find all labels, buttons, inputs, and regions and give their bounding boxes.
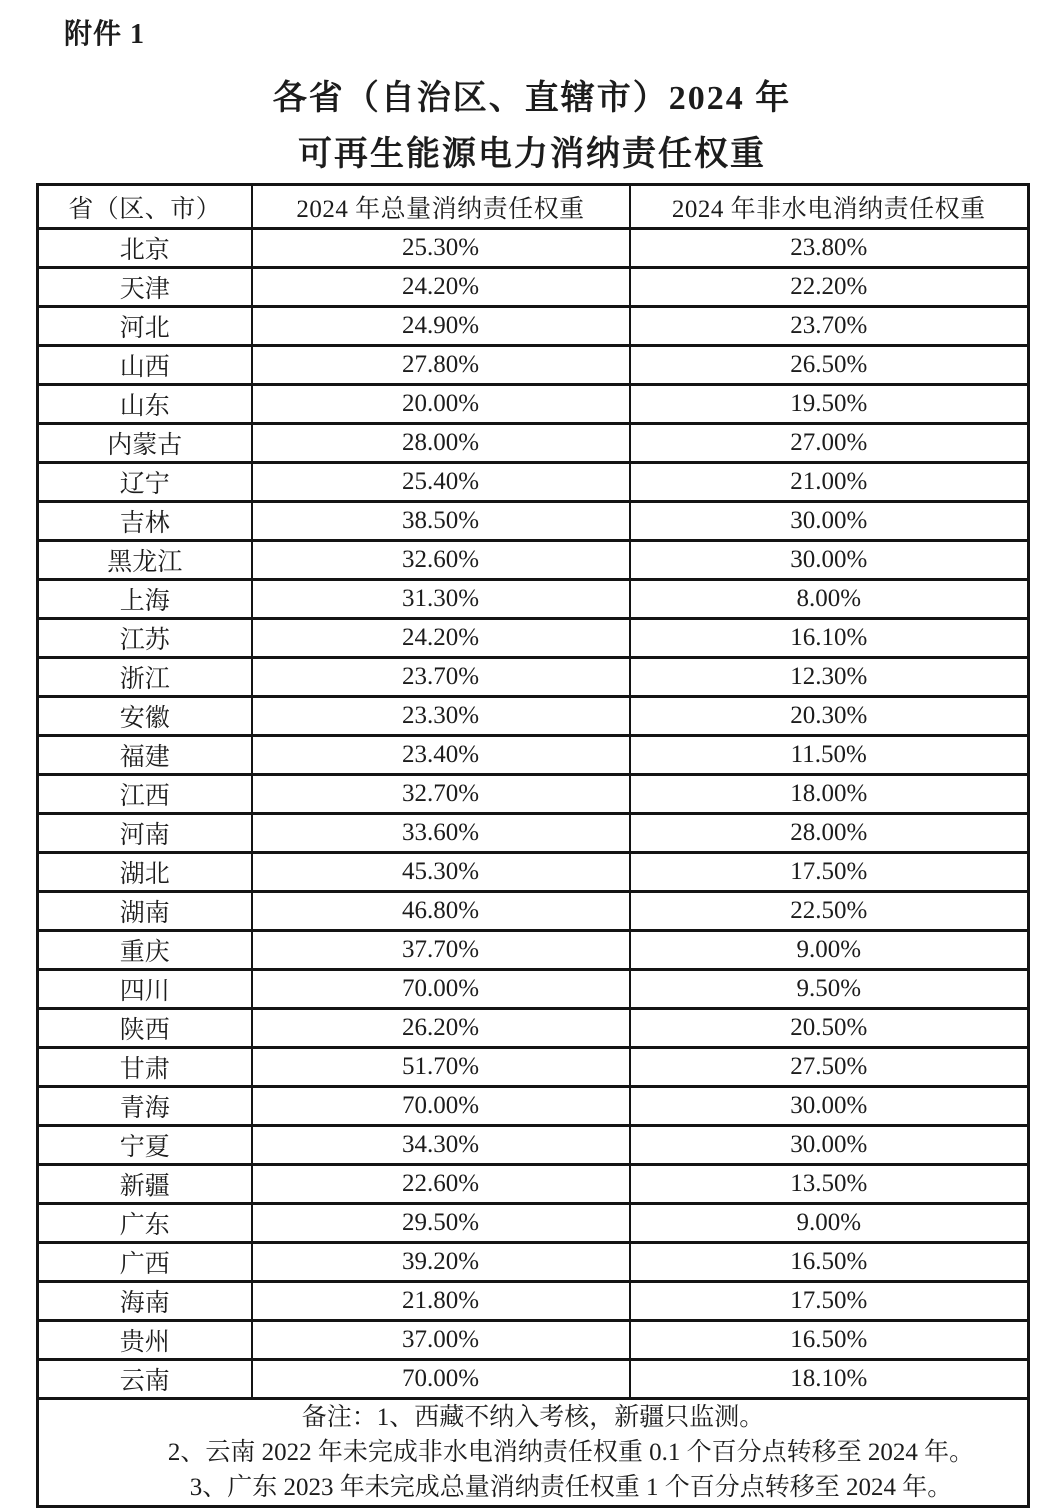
table-row xyxy=(38,463,1029,502)
total-weight-cell: 24.90% xyxy=(252,307,630,346)
province-cell: 北京 xyxy=(38,229,252,268)
province-cell: 甘肃 xyxy=(38,1048,252,1087)
total-weight-cell: 32.60% xyxy=(252,541,630,580)
nonhydro-weight-cell: 18.10% xyxy=(630,1360,1029,1399)
nonhydro-weight-cell: 9.50% xyxy=(630,970,1029,1009)
nonhydro-weight-cell: 22.50% xyxy=(630,892,1029,931)
nonhydro-weight-cell: 28.00% xyxy=(630,814,1029,853)
province-cell: 广西 xyxy=(38,1243,252,1282)
nonhydro-weight-cell: 11.50% xyxy=(630,736,1029,775)
province-cell: 陕西 xyxy=(38,1009,252,1048)
province-cell: 湖北 xyxy=(38,853,252,892)
province-cell: 安徽 xyxy=(38,697,252,736)
total-weight-cell: 23.70% xyxy=(252,658,630,697)
total-weight-cell: 70.00% xyxy=(252,970,630,1009)
nonhydro-weight-cell: 17.50% xyxy=(630,1282,1029,1321)
province-cell: 宁夏 xyxy=(38,1126,252,1165)
table-body xyxy=(38,229,1029,1399)
nonhydro-weight-cell: 9.00% xyxy=(630,1204,1029,1243)
nonhydro-weight-cell: 20.50% xyxy=(630,1009,1029,1048)
total-weight-cell: 38.50% xyxy=(252,502,630,541)
nonhydro-weight-cell: 27.50% xyxy=(630,1048,1029,1087)
nonhydro-weight-cell: 16.50% xyxy=(630,1243,1029,1282)
table-row xyxy=(38,892,1029,931)
nonhydro-weight-cell: 8.00% xyxy=(630,580,1029,619)
total-weight-cell: 46.80% xyxy=(252,892,630,931)
nonhydro-weight-cell: 27.00% xyxy=(630,424,1029,463)
nonhydro-weight-cell: 9.00% xyxy=(630,931,1029,970)
table-row xyxy=(38,1204,1029,1243)
table-header xyxy=(38,185,1029,229)
nonhydro-weight-cell: 20.30% xyxy=(630,697,1029,736)
total-weight-cell: 23.30% xyxy=(252,697,630,736)
table-row xyxy=(38,1048,1029,1087)
col-header-nonhydro-weight: 2024 年非水电消纳责任权重 xyxy=(630,185,1029,229)
table-row xyxy=(38,736,1029,775)
nonhydro-weight-cell: 30.00% xyxy=(630,1087,1029,1126)
table-row xyxy=(38,775,1029,814)
nonhydro-weight-cell: 21.00% xyxy=(630,463,1029,502)
province-cell: 吉林 xyxy=(38,502,252,541)
notes-row xyxy=(38,1399,1029,1507)
table-row xyxy=(38,931,1029,970)
province-cell: 云南 xyxy=(38,1360,252,1399)
total-weight-cell: 31.30% xyxy=(252,580,630,619)
province-cell: 贵州 xyxy=(38,1321,252,1360)
nonhydro-weight-cell: 23.80% xyxy=(630,229,1029,268)
table-row xyxy=(38,970,1029,1009)
nonhydro-weight-cell: 19.50% xyxy=(630,385,1029,424)
table-row xyxy=(38,229,1029,268)
table-row xyxy=(38,1087,1029,1126)
province-cell: 辽宁 xyxy=(38,463,252,502)
province-cell: 河南 xyxy=(38,814,252,853)
table-row xyxy=(38,385,1029,424)
total-weight-cell: 29.50% xyxy=(252,1204,630,1243)
total-weight-cell: 33.60% xyxy=(252,814,630,853)
table-row xyxy=(38,619,1029,658)
page-title-line2: 可再生能源电力消纳责任权重 xyxy=(298,136,766,173)
province-cell: 内蒙古 xyxy=(38,424,252,463)
total-weight-cell: 39.20% xyxy=(252,1243,630,1282)
nonhydro-weight-cell: 13.50% xyxy=(630,1165,1029,1204)
nonhydro-weight-cell: 26.50% xyxy=(630,346,1029,385)
total-weight-cell: 23.40% xyxy=(252,736,630,775)
table-row xyxy=(38,307,1029,346)
nonhydro-weight-cell: 30.00% xyxy=(630,1126,1029,1165)
table-row xyxy=(38,268,1029,307)
col-header-total-weight: 2024 年总量消纳责任权重 xyxy=(252,185,630,229)
total-weight-cell: 45.30% xyxy=(252,853,630,892)
table-row xyxy=(38,346,1029,385)
province-cell: 海南 xyxy=(38,1282,252,1321)
nonhydro-weight-cell: 18.00% xyxy=(630,775,1029,814)
table-row xyxy=(38,853,1029,892)
table-row xyxy=(38,1126,1029,1165)
note-item-2: 2、云南 2022 年未完成非水电消纳责任权重 0.1 个百分点转移至 2024 年。 xyxy=(167,1439,975,1466)
table-row xyxy=(38,424,1029,463)
note-item-3: 3、广东 2023 年未完成总量消纳责任权重 1 个百分点转移至 2024 年。 xyxy=(189,1474,953,1501)
province-cell: 福建 xyxy=(38,736,252,775)
table-row xyxy=(38,1321,1029,1360)
table-row xyxy=(38,580,1029,619)
page-title-line1: 各省（自治区、直辖市）2024 年 xyxy=(272,80,792,117)
table-footer xyxy=(38,1399,1029,1507)
province-cell: 四川 xyxy=(38,970,252,1009)
total-weight-cell: 34.30% xyxy=(252,1126,630,1165)
total-weight-cell: 26.20% xyxy=(252,1009,630,1048)
table-row xyxy=(38,1282,1029,1321)
table-row xyxy=(38,814,1029,853)
table-row xyxy=(38,541,1029,580)
total-weight-cell: 32.70% xyxy=(252,775,630,814)
province-cell: 湖南 xyxy=(38,892,252,931)
province-cell: 山西 xyxy=(38,346,252,385)
total-weight-cell: 22.60% xyxy=(252,1165,630,1204)
province-cell: 新疆 xyxy=(38,1165,252,1204)
province-cell: 青海 xyxy=(38,1087,252,1126)
total-weight-cell: 51.70% xyxy=(252,1048,630,1087)
notes-label: 备注： xyxy=(301,1404,377,1431)
table-row xyxy=(38,1243,1029,1282)
table-row xyxy=(38,658,1029,697)
province-cell: 重庆 xyxy=(38,931,252,970)
total-weight-cell: 25.40% xyxy=(252,463,630,502)
attachment-label: 附件 1 xyxy=(64,19,146,50)
table-row xyxy=(38,697,1029,736)
total-weight-cell: 25.30% xyxy=(252,229,630,268)
total-weight-cell: 28.00% xyxy=(252,424,630,463)
total-weight-cell: 37.00% xyxy=(252,1321,630,1360)
table-row xyxy=(38,1360,1029,1399)
total-weight-cell: 20.00% xyxy=(252,385,630,424)
total-weight-cell: 24.20% xyxy=(252,268,630,307)
table-row xyxy=(38,1165,1029,1204)
total-weight-cell: 21.80% xyxy=(252,1282,630,1321)
total-weight-cell: 70.00% xyxy=(252,1087,630,1126)
province-cell: 黑龙江 xyxy=(38,541,252,580)
province-cell: 江西 xyxy=(38,775,252,814)
nonhydro-weight-cell: 16.50% xyxy=(630,1321,1029,1360)
total-weight-cell: 24.20% xyxy=(252,619,630,658)
province-cell: 河北 xyxy=(38,307,252,346)
nonhydro-weight-cell: 12.30% xyxy=(630,658,1029,697)
nonhydro-weight-cell: 16.10% xyxy=(630,619,1029,658)
nonhydro-weight-cell: 22.20% xyxy=(630,268,1029,307)
province-cell: 广东 xyxy=(38,1204,252,1243)
col-header-province: 省（区、市） xyxy=(38,185,252,229)
header-row xyxy=(38,185,1029,229)
total-weight-cell: 70.00% xyxy=(252,1360,630,1399)
note-item-1: 备注：1、西藏不纳入考核，新疆只监测。 xyxy=(301,1404,765,1431)
total-weight-cell: 37.70% xyxy=(252,931,630,970)
nonhydro-weight-cell: 30.00% xyxy=(630,502,1029,541)
nonhydro-weight-cell: 23.70% xyxy=(630,307,1029,346)
province-cell: 天津 xyxy=(38,268,252,307)
province-cell: 山东 xyxy=(38,385,252,424)
total-weight-cell: 27.80% xyxy=(252,346,630,385)
province-cell: 浙江 xyxy=(38,658,252,697)
province-cell: 上海 xyxy=(38,580,252,619)
nonhydro-weight-cell: 30.00% xyxy=(630,541,1029,580)
table-row xyxy=(38,502,1029,541)
nonhydro-weight-cell: 17.50% xyxy=(630,853,1029,892)
province-cell: 江苏 xyxy=(38,619,252,658)
notes-cell xyxy=(38,1399,1029,1507)
weights-table xyxy=(36,183,1030,1508)
table-row xyxy=(38,1009,1029,1048)
